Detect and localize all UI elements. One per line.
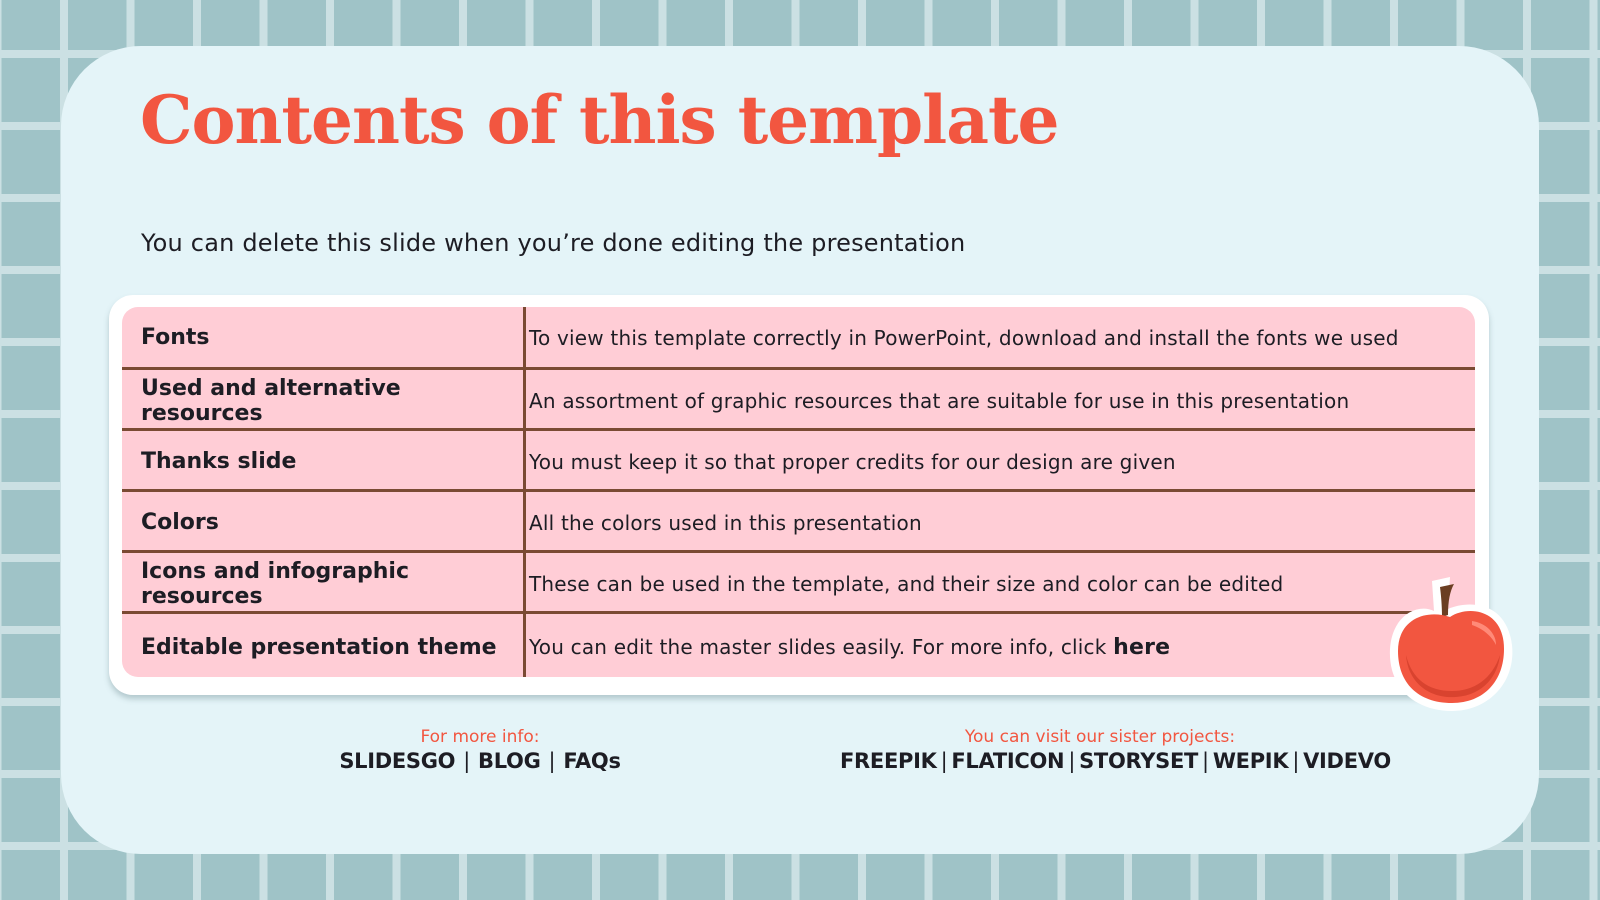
wepik-link[interactable]: WEPIK (1212, 749, 1289, 773)
table-row (122, 367, 1475, 431)
separator: | (1202, 749, 1209, 773)
blog-link[interactable]: BLOG (478, 749, 541, 773)
videvo-link[interactable]: VIDEVO (1303, 749, 1391, 773)
footer-more-info (330, 727, 630, 773)
slide-subtitle: You can delete this slide when you’re done editing the presentation (141, 229, 966, 257)
separator: | (548, 749, 556, 773)
row-description: These can be used in the template, and their size and color can be edited (529, 571, 1284, 596)
row-description-text: You can edit the master slides easily. For more info, click (529, 634, 1114, 659)
row-description: To view this template correctly in PowerPoint, download and install the fonts we used (529, 325, 1399, 350)
here-link[interactable]: here (1113, 634, 1171, 660)
separator: | (1292, 749, 1300, 773)
table-row (122, 307, 1475, 368)
separator: | (940, 749, 948, 773)
footer-sister-projects-label: You can visit our sister projects: (964, 727, 1236, 747)
freepik-link[interactable]: FREEPIK (840, 749, 937, 773)
table-row (122, 489, 1475, 553)
separator: | (1068, 749, 1076, 773)
row-description: You must keep it so that proper credits for our design are given (529, 449, 1176, 474)
column-divider (523, 307, 526, 677)
row-description: An assortment of graphic resources that are suitable for use in this presentation (529, 388, 1350, 413)
row-label: Fonts (141, 325, 210, 350)
footer-sister-projects (840, 727, 1391, 773)
footer-more-info-label: For more info: (420, 727, 540, 747)
apple-icon (1388, 575, 1516, 715)
row-label: Icons and infographic resources (141, 558, 409, 609)
row-label: Editable presentation theme (141, 634, 497, 660)
contents-table-frame (109, 295, 1489, 695)
faqs-link[interactable]: FAQs (563, 749, 621, 773)
separator: | (463, 749, 471, 773)
footer-more-info-links (330, 749, 630, 773)
contents-table (122, 307, 1475, 677)
row-label: Thanks slide (141, 449, 297, 474)
row-label: Colors (141, 510, 219, 535)
table-row (122, 428, 1475, 492)
footer-sister-projects-links (840, 749, 1391, 773)
slide-title: Contents of this template (140, 81, 1059, 159)
flaticon-link[interactable]: FLATICON (951, 749, 1065, 773)
storyset-link[interactable]: STORYSET (1079, 749, 1199, 773)
table-row (122, 550, 1475, 614)
table-row (122, 611, 1475, 677)
row-description (512, 635, 1170, 660)
row-description: All the colors used in this presentation (529, 510, 922, 535)
slidesgo-link[interactable]: SLIDESGO (339, 749, 456, 773)
row-label: Used and alternative resources (141, 375, 401, 426)
